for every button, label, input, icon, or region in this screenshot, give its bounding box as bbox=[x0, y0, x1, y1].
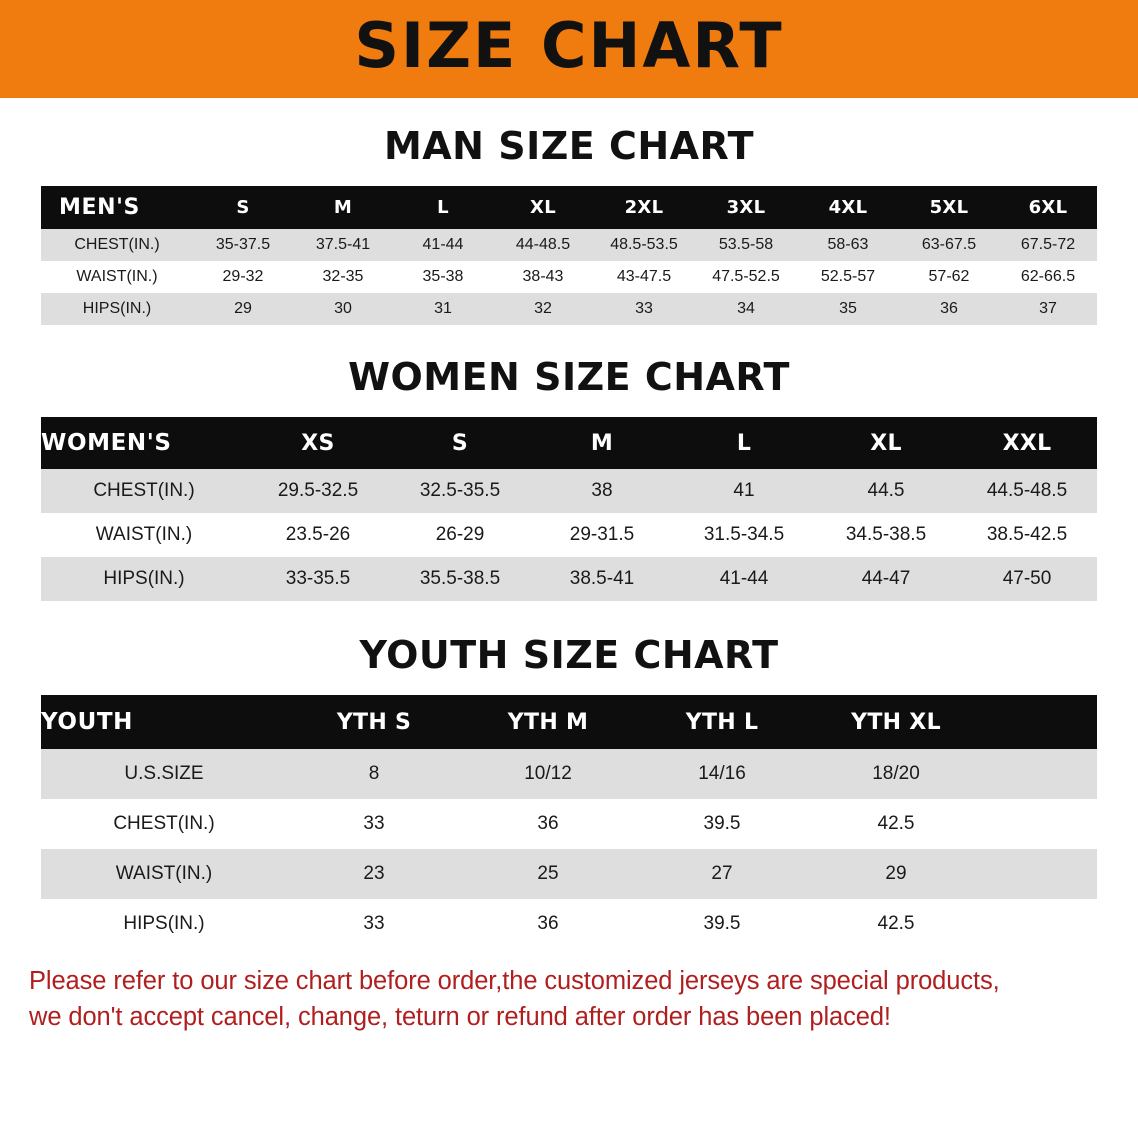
men-col-m: M bbox=[293, 186, 393, 229]
table-row bbox=[41, 899, 1097, 949]
men-row-hips-m: 30 bbox=[293, 293, 393, 325]
men-row-chest-4xl: 58-63 bbox=[797, 229, 899, 261]
men-row-hips-xl: 32 bbox=[493, 293, 593, 325]
youth-row-ussize-s: 8 bbox=[287, 749, 461, 799]
youth-row-ussize-xl: 18/20 bbox=[809, 749, 983, 799]
men-size-table bbox=[41, 186, 1097, 325]
men-row-chest-xl: 44-48.5 bbox=[493, 229, 593, 261]
men-row-hips-label: HIPS(IN.) bbox=[41, 293, 193, 325]
men-col-xl: XL bbox=[493, 186, 593, 229]
men-col-3xl: 3XL bbox=[695, 186, 797, 229]
table-row bbox=[41, 557, 1097, 601]
women-row-hips-s: 35.5-38.5 bbox=[389, 557, 531, 601]
men-col-5xl: 5XL bbox=[899, 186, 999, 229]
youth-row-ussize-spacer bbox=[983, 749, 1097, 799]
youth-row-hips-m: 36 bbox=[461, 899, 635, 949]
men-row-hips-s: 29 bbox=[193, 293, 293, 325]
men-row-chest-label: CHEST(IN.) bbox=[41, 229, 193, 261]
women-row-hips-m: 38.5-41 bbox=[531, 557, 673, 601]
men-table-wrapper bbox=[41, 186, 1097, 325]
women-col-xl: XL bbox=[815, 417, 957, 469]
youth-row-chest-l: 39.5 bbox=[635, 799, 809, 849]
women-col-xxl: XXL bbox=[957, 417, 1097, 469]
women-col-l: L bbox=[673, 417, 815, 469]
youth-row-chest-spacer bbox=[983, 799, 1097, 849]
women-row-hips-xl: 44-47 bbox=[815, 557, 957, 601]
youth-row-chest-xl: 42.5 bbox=[809, 799, 983, 849]
women-row-chest-xxl: 44.5-48.5 bbox=[957, 469, 1097, 513]
youth-row-ussize-m: 10/12 bbox=[461, 749, 635, 799]
youth-row-waist-xl: 29 bbox=[809, 849, 983, 899]
youth-table-header-row bbox=[41, 695, 1097, 749]
table-row bbox=[41, 261, 1097, 293]
table-row bbox=[41, 799, 1097, 849]
table-row bbox=[41, 293, 1097, 325]
women-row-hips-xs: 33-35.5 bbox=[247, 557, 389, 601]
men-row-hips-3xl: 34 bbox=[695, 293, 797, 325]
men-row-waist-3xl: 47.5-52.5 bbox=[695, 261, 797, 293]
men-row-waist-l: 35-38 bbox=[393, 261, 493, 293]
men-row-waist-5xl: 57-62 bbox=[899, 261, 999, 293]
youth-row-chest-m: 36 bbox=[461, 799, 635, 849]
men-row-hips-5xl: 36 bbox=[899, 293, 999, 325]
men-col-4xl: 4XL bbox=[797, 186, 899, 229]
youth-row-chest-label: CHEST(IN.) bbox=[41, 799, 287, 849]
youth-section-heading: YOUTH SIZE CHART bbox=[359, 633, 779, 677]
women-table-wrapper bbox=[41, 417, 1097, 601]
women-row-hips-label: HIPS(IN.) bbox=[41, 557, 247, 601]
men-row-chest-3xl: 53.5-58 bbox=[695, 229, 797, 261]
men-row-chest-2xl: 48.5-53.5 bbox=[593, 229, 695, 261]
men-row-chest-5xl: 63-67.5 bbox=[899, 229, 999, 261]
men-row-waist-s: 29-32 bbox=[193, 261, 293, 293]
men-table-header-row bbox=[41, 186, 1097, 229]
youth-row-hips-l: 39.5 bbox=[635, 899, 809, 949]
men-col-s: S bbox=[193, 186, 293, 229]
women-row-chest-label: CHEST(IN.) bbox=[41, 469, 247, 513]
footer-disclaimer-line-1: Please refer to our size chart before order,the customized jerseys are special products, bbox=[29, 967, 1000, 995]
youth-row-waist-spacer bbox=[983, 849, 1097, 899]
youth-header-label: YOUTH bbox=[41, 695, 287, 749]
men-row-waist-2xl: 43-47.5 bbox=[593, 261, 695, 293]
men-header-label: MEN'S bbox=[41, 186, 193, 229]
women-row-waist-label: WAIST(IN.) bbox=[41, 513, 247, 557]
youth-row-ussize-l: 14/16 bbox=[635, 749, 809, 799]
men-row-waist-xl: 38-43 bbox=[493, 261, 593, 293]
table-row bbox=[41, 469, 1097, 513]
men-row-waist-m: 32-35 bbox=[293, 261, 393, 293]
youth-row-waist-s: 23 bbox=[287, 849, 461, 899]
men-row-hips-6xl: 37 bbox=[999, 293, 1097, 325]
youth-table-wrapper bbox=[41, 695, 1097, 949]
women-col-m: M bbox=[531, 417, 673, 469]
women-row-hips-l: 41-44 bbox=[673, 557, 815, 601]
women-row-chest-xl: 44.5 bbox=[815, 469, 957, 513]
men-row-waist-6xl: 62-66.5 bbox=[999, 261, 1097, 293]
youth-col-spacer bbox=[983, 695, 1097, 749]
men-row-hips-4xl: 35 bbox=[797, 293, 899, 325]
youth-col-m: YTH M bbox=[461, 695, 635, 749]
women-row-waist-s: 26-29 bbox=[389, 513, 531, 557]
youth-col-s: YTH S bbox=[287, 695, 461, 749]
women-row-hips-xxl: 47-50 bbox=[957, 557, 1097, 601]
women-table-header-row bbox=[41, 417, 1097, 469]
women-row-chest-l: 41 bbox=[673, 469, 815, 513]
youth-row-hips-spacer bbox=[983, 899, 1097, 949]
women-size-table bbox=[41, 417, 1097, 601]
women-section-heading: WOMEN SIZE CHART bbox=[348, 355, 790, 399]
women-row-waist-xl: 34.5-38.5 bbox=[815, 513, 957, 557]
men-section-heading: MAN SIZE CHART bbox=[383, 124, 755, 168]
women-row-waist-l: 31.5-34.5 bbox=[673, 513, 815, 557]
youth-size-table bbox=[41, 695, 1097, 949]
women-row-waist-xxl: 38.5-42.5 bbox=[957, 513, 1097, 557]
table-row bbox=[41, 749, 1097, 799]
table-row bbox=[41, 849, 1097, 899]
men-col-2xl: 2XL bbox=[593, 186, 695, 229]
men-row-chest-m: 37.5-41 bbox=[293, 229, 393, 261]
youth-row-hips-xl: 42.5 bbox=[809, 899, 983, 949]
women-row-waist-m: 29-31.5 bbox=[531, 513, 673, 557]
men-row-chest-6xl: 67.5-72 bbox=[999, 229, 1097, 261]
men-row-hips-2xl: 33 bbox=[593, 293, 695, 325]
women-row-chest-s: 32.5-35.5 bbox=[389, 469, 531, 513]
page-title: SIZE CHART bbox=[354, 9, 784, 82]
youth-row-waist-m: 25 bbox=[461, 849, 635, 899]
men-row-waist-label: WAIST(IN.) bbox=[41, 261, 193, 293]
youth-row-waist-label: WAIST(IN.) bbox=[41, 849, 287, 899]
men-col-6xl: 6XL bbox=[999, 186, 1097, 229]
table-row bbox=[41, 229, 1097, 261]
youth-row-hips-s: 33 bbox=[287, 899, 461, 949]
women-col-s: S bbox=[389, 417, 531, 469]
men-row-chest-s: 35-37.5 bbox=[193, 229, 293, 261]
youth-row-waist-l: 27 bbox=[635, 849, 809, 899]
women-row-chest-m: 38 bbox=[531, 469, 673, 513]
youth-row-hips-label: HIPS(IN.) bbox=[41, 899, 287, 949]
women-col-xs: XS bbox=[247, 417, 389, 469]
table-row bbox=[41, 513, 1097, 557]
page-banner bbox=[0, 0, 1138, 98]
women-row-chest-xs: 29.5-32.5 bbox=[247, 469, 389, 513]
men-row-waist-4xl: 52.5-57 bbox=[797, 261, 899, 293]
men-row-chest-l: 41-44 bbox=[393, 229, 493, 261]
youth-row-chest-s: 33 bbox=[287, 799, 461, 849]
men-col-l: L bbox=[393, 186, 493, 229]
men-row-hips-l: 31 bbox=[393, 293, 493, 325]
footer-disclaimer bbox=[29, 963, 1109, 1035]
footer-disclaimer-line-2: we don't accept cancel, change, teturn or refund after order has been placed! bbox=[29, 1003, 891, 1032]
youth-row-ussize-label: U.S.SIZE bbox=[41, 749, 287, 799]
women-row-waist-xs: 23.5-26 bbox=[247, 513, 389, 557]
youth-col-l: YTH L bbox=[635, 695, 809, 749]
women-header-label: WOMEN'S bbox=[41, 417, 247, 469]
youth-col-xl: YTH XL bbox=[809, 695, 983, 749]
